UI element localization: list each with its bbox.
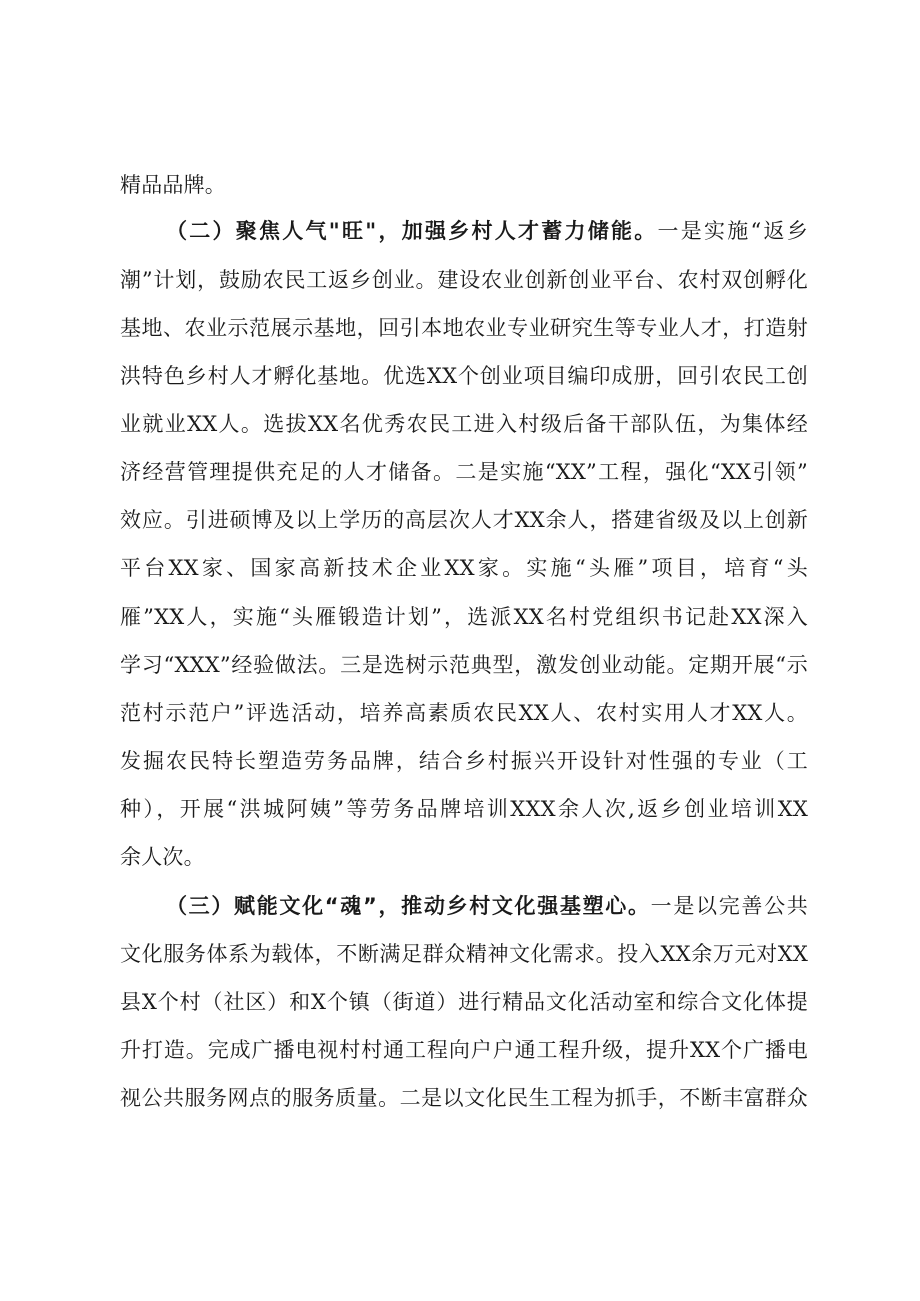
paragraph-line: 雁”XX人，实施“头雁锻造计划”，选派XX名村党组织书记赴XX深入 bbox=[120, 605, 808, 629]
paragraph-line: 余人次。 bbox=[120, 845, 205, 869]
paragraph-line: 效应。引进硕博及以上学历的高层次人才XX余人，搭建省级及以上创新 bbox=[120, 508, 808, 532]
paragraph-line: 济经营管理提供充足的人才储备。二是实施“XX”工程，强化“XX引领” bbox=[120, 460, 808, 484]
paragraph-text: 一是实施“返乡 bbox=[657, 219, 809, 243]
paragraph-line: 发掘农民特长塑造劳务品牌，结合乡村振兴开设针对性强的专业（工 bbox=[120, 749, 808, 773]
paragraph-line: 潮”计划，鼓励农民工返乡创业。建设农业创新创业平台、农村双创孵化 bbox=[120, 268, 808, 292]
paragraph-line: 县X个村（社区）和X个镇（街道）进行精品文化活动室和综合文化体提 bbox=[120, 990, 808, 1014]
section-heading: （二）聚焦人气"旺"，加强乡村人才蓄力储能。 bbox=[166, 219, 658, 243]
section-heading-line bbox=[166, 887, 808, 925]
paragraph-line: 种），开展“洪城阿姨”等劳务品牌培训XXX余人次,返乡创业培训XX bbox=[120, 797, 808, 821]
section-heading: （三）赋能文化“魂”，推动乡村文化强基塑心。 bbox=[166, 894, 651, 918]
paragraph-line: 基地、农业示范展示基地，回引本地农业专业研究生等专业人才，打造射 bbox=[120, 316, 808, 340]
paragraph-line: 平台XX家、国家高新技术企业XX家。实施“头雁”项目，培育“头 bbox=[120, 556, 808, 580]
paragraph-line: 升打造。完成广播电视村村通工程向户户通工程升级，提升XX个广播电 bbox=[120, 1038, 808, 1062]
paragraph-line: 范村示范户”评选活动，培养高素质农民XX人、农村实用人才XX人。 bbox=[120, 701, 808, 725]
paragraph-line: 文化服务体系为载体，不断满足群众精神文化需求。投入XX余万元对XX bbox=[120, 942, 808, 966]
paragraph-line: 视公共服务网点的服务质量。二是以文化民生工程为抓手，不断丰富群众 bbox=[120, 1086, 808, 1110]
paragraph-line: 学习“XXX”经验做法。三是选树示范典型，激发创业动能。定期开展“示 bbox=[120, 653, 808, 677]
paragraph-line: 业就业XX人。选拔XX名优秀农民工进入村级后备干部队伍，为集体经 bbox=[120, 412, 808, 436]
paragraph-line: 精品品牌。 bbox=[120, 173, 226, 197]
paragraph-line: 洪特色乡村人才孵化基地。优选XX个创业项目编印成册，回引农民工创 bbox=[120, 364, 808, 388]
section-heading-line bbox=[166, 212, 808, 250]
paragraph-text: 一是以完善公共 bbox=[650, 894, 808, 918]
